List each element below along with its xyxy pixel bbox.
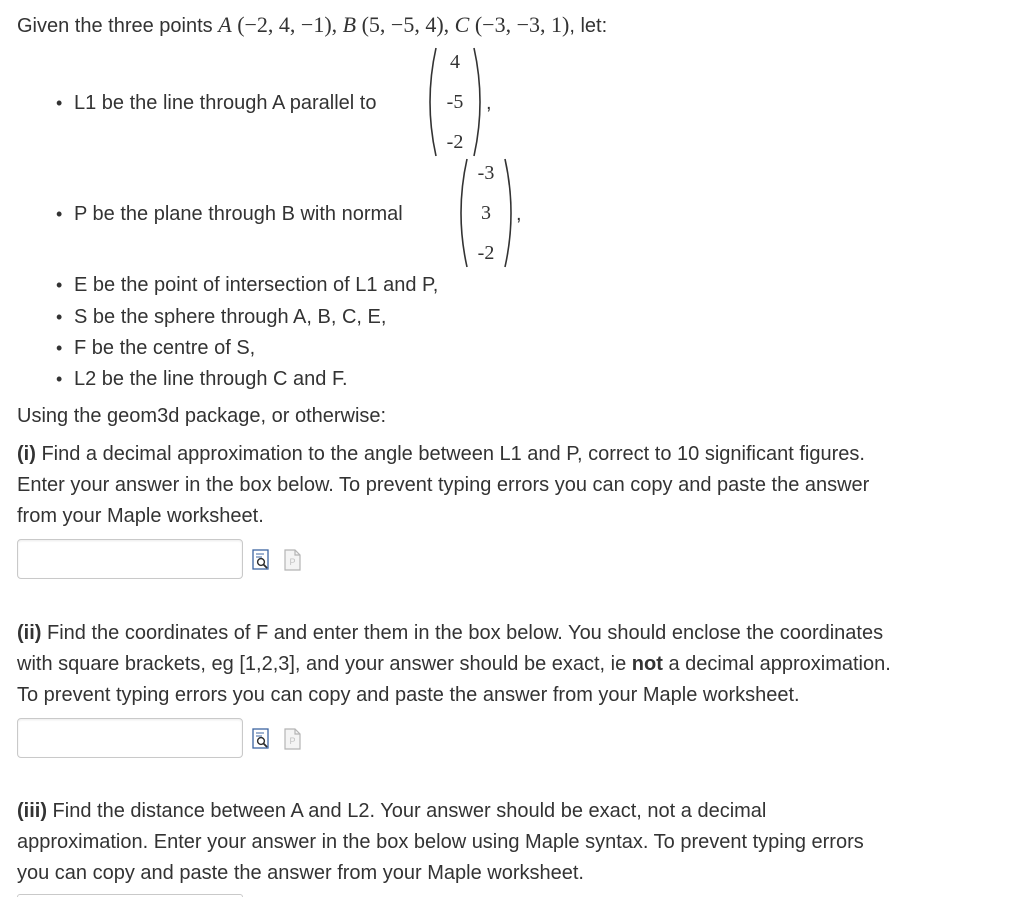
definition-p (56, 201, 403, 227)
question-1-line-3: from your Maple worksheet. (17, 505, 264, 527)
l1-vector-y: -5 (446, 91, 464, 113)
definition-e-text: E be the point of intersection of L1 and P, (74, 274, 439, 296)
point-b (343, 12, 455, 37)
p-vector-z: -2 (477, 242, 495, 264)
answer-input-2[interactable] (17, 718, 243, 758)
p-vector-x: -3 (477, 162, 495, 184)
bullet-dot: • (56, 307, 63, 327)
point-c (455, 12, 570, 37)
question-3-line-1 (17, 796, 864, 827)
question-2-text-a: with square brackets, eg [1,2,3], and your answer should be exact, ie (17, 653, 632, 675)
preview-icon[interactable] (252, 549, 272, 571)
point-b-coords: (5, −5, 4), (356, 12, 455, 37)
definition-f-text: F be the centre of S, (74, 337, 256, 359)
point-c-coords: (−3, −3, 1) (469, 12, 570, 37)
bullet-dot: • (56, 204, 63, 224)
question-2-not-emphasis: not (631, 653, 663, 675)
l1-vector-x: 4 (450, 51, 460, 73)
point-a-label: A (218, 12, 232, 37)
question-1-label: (i) (17, 443, 36, 465)
l1-trailing-comma: , (486, 92, 492, 114)
l1-direction-vector (424, 46, 486, 158)
question-2-label: (ii) (17, 622, 42, 644)
maple-syntax-glyph: P (289, 557, 296, 567)
question-1-line-2: Enter your answer in the box below. To prevent typing errors you can copy and paste the answer (17, 474, 870, 496)
p-text: P be the plane through B with normal (74, 203, 403, 225)
maple-syntax-glyph: P (289, 736, 296, 746)
question-1-line-1 (17, 439, 869, 470)
p-vector-y: 3 (481, 202, 491, 224)
answer-input-1[interactable] (17, 539, 243, 579)
bullet-dot: • (56, 338, 63, 358)
maple-syntax-icon[interactable] (283, 728, 303, 750)
p-normal-vector (455, 157, 517, 269)
bullet-dot: • (56, 275, 63, 295)
question-3-text: Find the distance between A and L2. Your answer should be exact, not a decimal (47, 800, 767, 822)
question-3-label: (iii) (17, 800, 47, 822)
question-2-text-b: a decimal approximation. (662, 653, 891, 675)
intro-suffix: , let: (569, 15, 608, 37)
question-1 (17, 439, 869, 532)
maple-syntax-icon[interactable] (283, 549, 303, 571)
question-1-text: Find a decimal approximation to the angle between L1 and P, correct to 10 significant figures. (35, 443, 865, 465)
point-c-label: C (454, 12, 470, 37)
question-2-line-1 (17, 618, 891, 649)
using-instructions: Using the geom3d package, or otherwise: (17, 405, 387, 427)
p-trailing-comma: , (516, 203, 522, 225)
definition-s-text: S be the sphere through A, B, C, E, (74, 306, 387, 328)
question-2-text: Find the coordinates of F and enter them in the box below. You should enclose the coordinates (41, 622, 884, 644)
question-3-line-2: approximation. Enter your answer in the box below using Maple syntax. To prevent typing errors (17, 831, 864, 853)
question-3-line-3: you can copy and paste the answer from your Maple worksheet. (17, 862, 584, 884)
point-b-label: B (342, 12, 357, 37)
question-2-line-2 (17, 649, 891, 680)
bullet-dot: • (56, 93, 63, 113)
definition-l2 (56, 366, 348, 392)
point-a-coords: (−2, 4, −1), (231, 12, 343, 37)
definition-s (56, 304, 386, 330)
l1-text: L1 be the line through A parallel to (74, 92, 377, 114)
question-2 (17, 618, 891, 711)
point-a (218, 12, 342, 37)
definition-e (56, 272, 438, 298)
definition-l1 (56, 90, 376, 116)
definition-l2-text: L2 be the line through C and F. (74, 368, 348, 390)
intro-line (17, 11, 607, 40)
question-2-line-3: To prevent typing errors you can copy and paste the answer from your Maple worksheet. (17, 684, 800, 706)
bullet-dot: • (56, 369, 63, 389)
question-3 (17, 796, 864, 889)
intro-prefix: Given the three points (17, 15, 219, 37)
l1-vector-z: -2 (446, 131, 464, 153)
definition-f (56, 335, 255, 361)
preview-icon[interactable] (252, 728, 272, 750)
